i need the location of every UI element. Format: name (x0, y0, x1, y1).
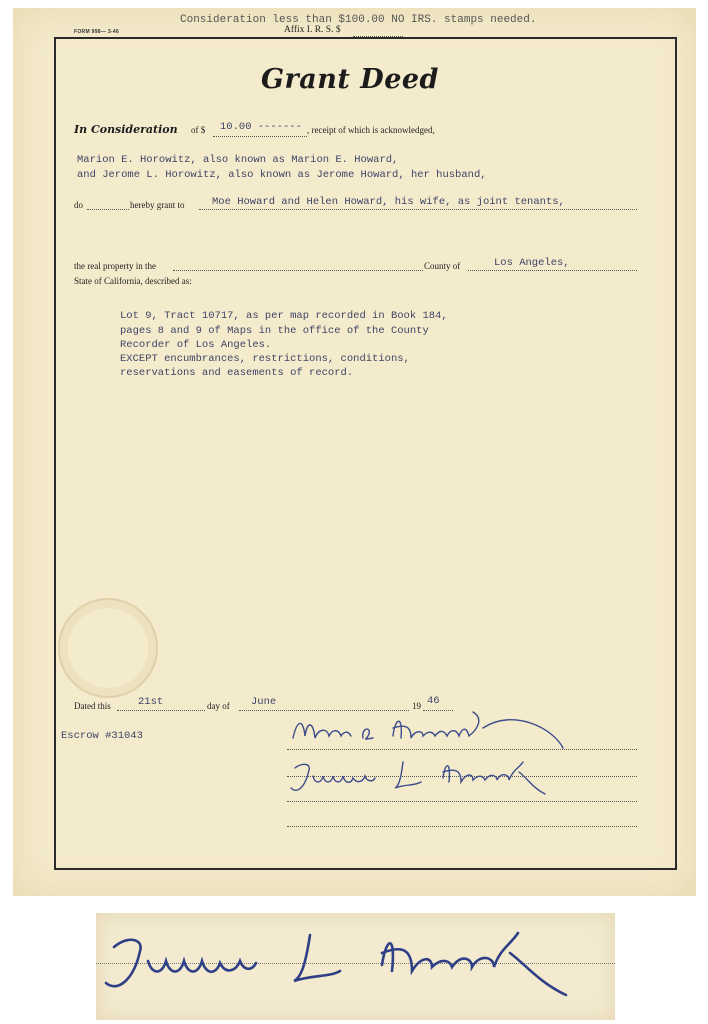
day-of-label: day of (207, 701, 230, 711)
deed-paper (13, 8, 696, 896)
consideration-amount: 10.00 ------- (220, 121, 302, 133)
description-line-5: reservations and easements of record. (120, 367, 354, 379)
affix-label: Affix I. R. S. $ (284, 25, 341, 35)
grantor-line-2: and Jerome L. Horowitz, also known as Jerome Howard, her husband, (77, 169, 487, 181)
form-number: FORM 998— 3-46 (74, 29, 120, 35)
amount-line (213, 136, 307, 137)
grant-label: hereby grant to (130, 200, 185, 210)
description-line-1: Lot 9, Tract 10717, as per map recorded in Book 184, (120, 310, 448, 322)
signature-detail-crop (96, 913, 615, 1020)
county-label: County of (424, 261, 461, 271)
do-line (87, 209, 129, 210)
state-label: State of California, described as: (74, 276, 192, 286)
grantees-line (199, 209, 637, 210)
county-line (468, 270, 637, 271)
consideration-note: Consideration less than $100.00 NO IRS. stamps needed. (180, 14, 537, 26)
affix-line (353, 36, 403, 37)
dated-label: Dated this (74, 701, 111, 711)
signature-jerome (283, 748, 573, 808)
real-property-line (173, 270, 423, 271)
escrow-number: Escrow #31043 (61, 730, 143, 742)
day-line (117, 710, 205, 711)
grantor-line-1: Marion E. Horowitz, also known as Marion E. Howard, (77, 154, 399, 166)
receipt-text: , receipt of which is acknowledged, (307, 125, 435, 135)
consideration-label: In Consideration (74, 123, 178, 136)
signature-line-4 (287, 826, 637, 827)
dated-day: 21st (138, 696, 164, 708)
year-suffix: 46 (427, 695, 440, 707)
description-line-4: EXCEPT encumbrances, restrictions, conditions, (120, 353, 410, 365)
signature-jerome-enlarged (96, 913, 615, 1020)
page-title: Grant Deed (261, 64, 439, 95)
real-property-label: the real property in the (74, 261, 156, 271)
dated-month: June (251, 696, 277, 708)
embossed-seal (58, 598, 158, 698)
grantees: Moe Howard and Helen Howard, his wife, as joint tenants, (212, 196, 565, 208)
consideration-of-label: of $ (191, 125, 206, 135)
description-line-3: Recorder of Los Angeles. (120, 339, 272, 351)
year-prefix: 19 (412, 701, 421, 711)
county-value: Los Angeles, (494, 257, 570, 269)
do-label: do (74, 200, 83, 210)
description-line-2: pages 8 and 9 of Maps in the office of the County (120, 325, 429, 337)
